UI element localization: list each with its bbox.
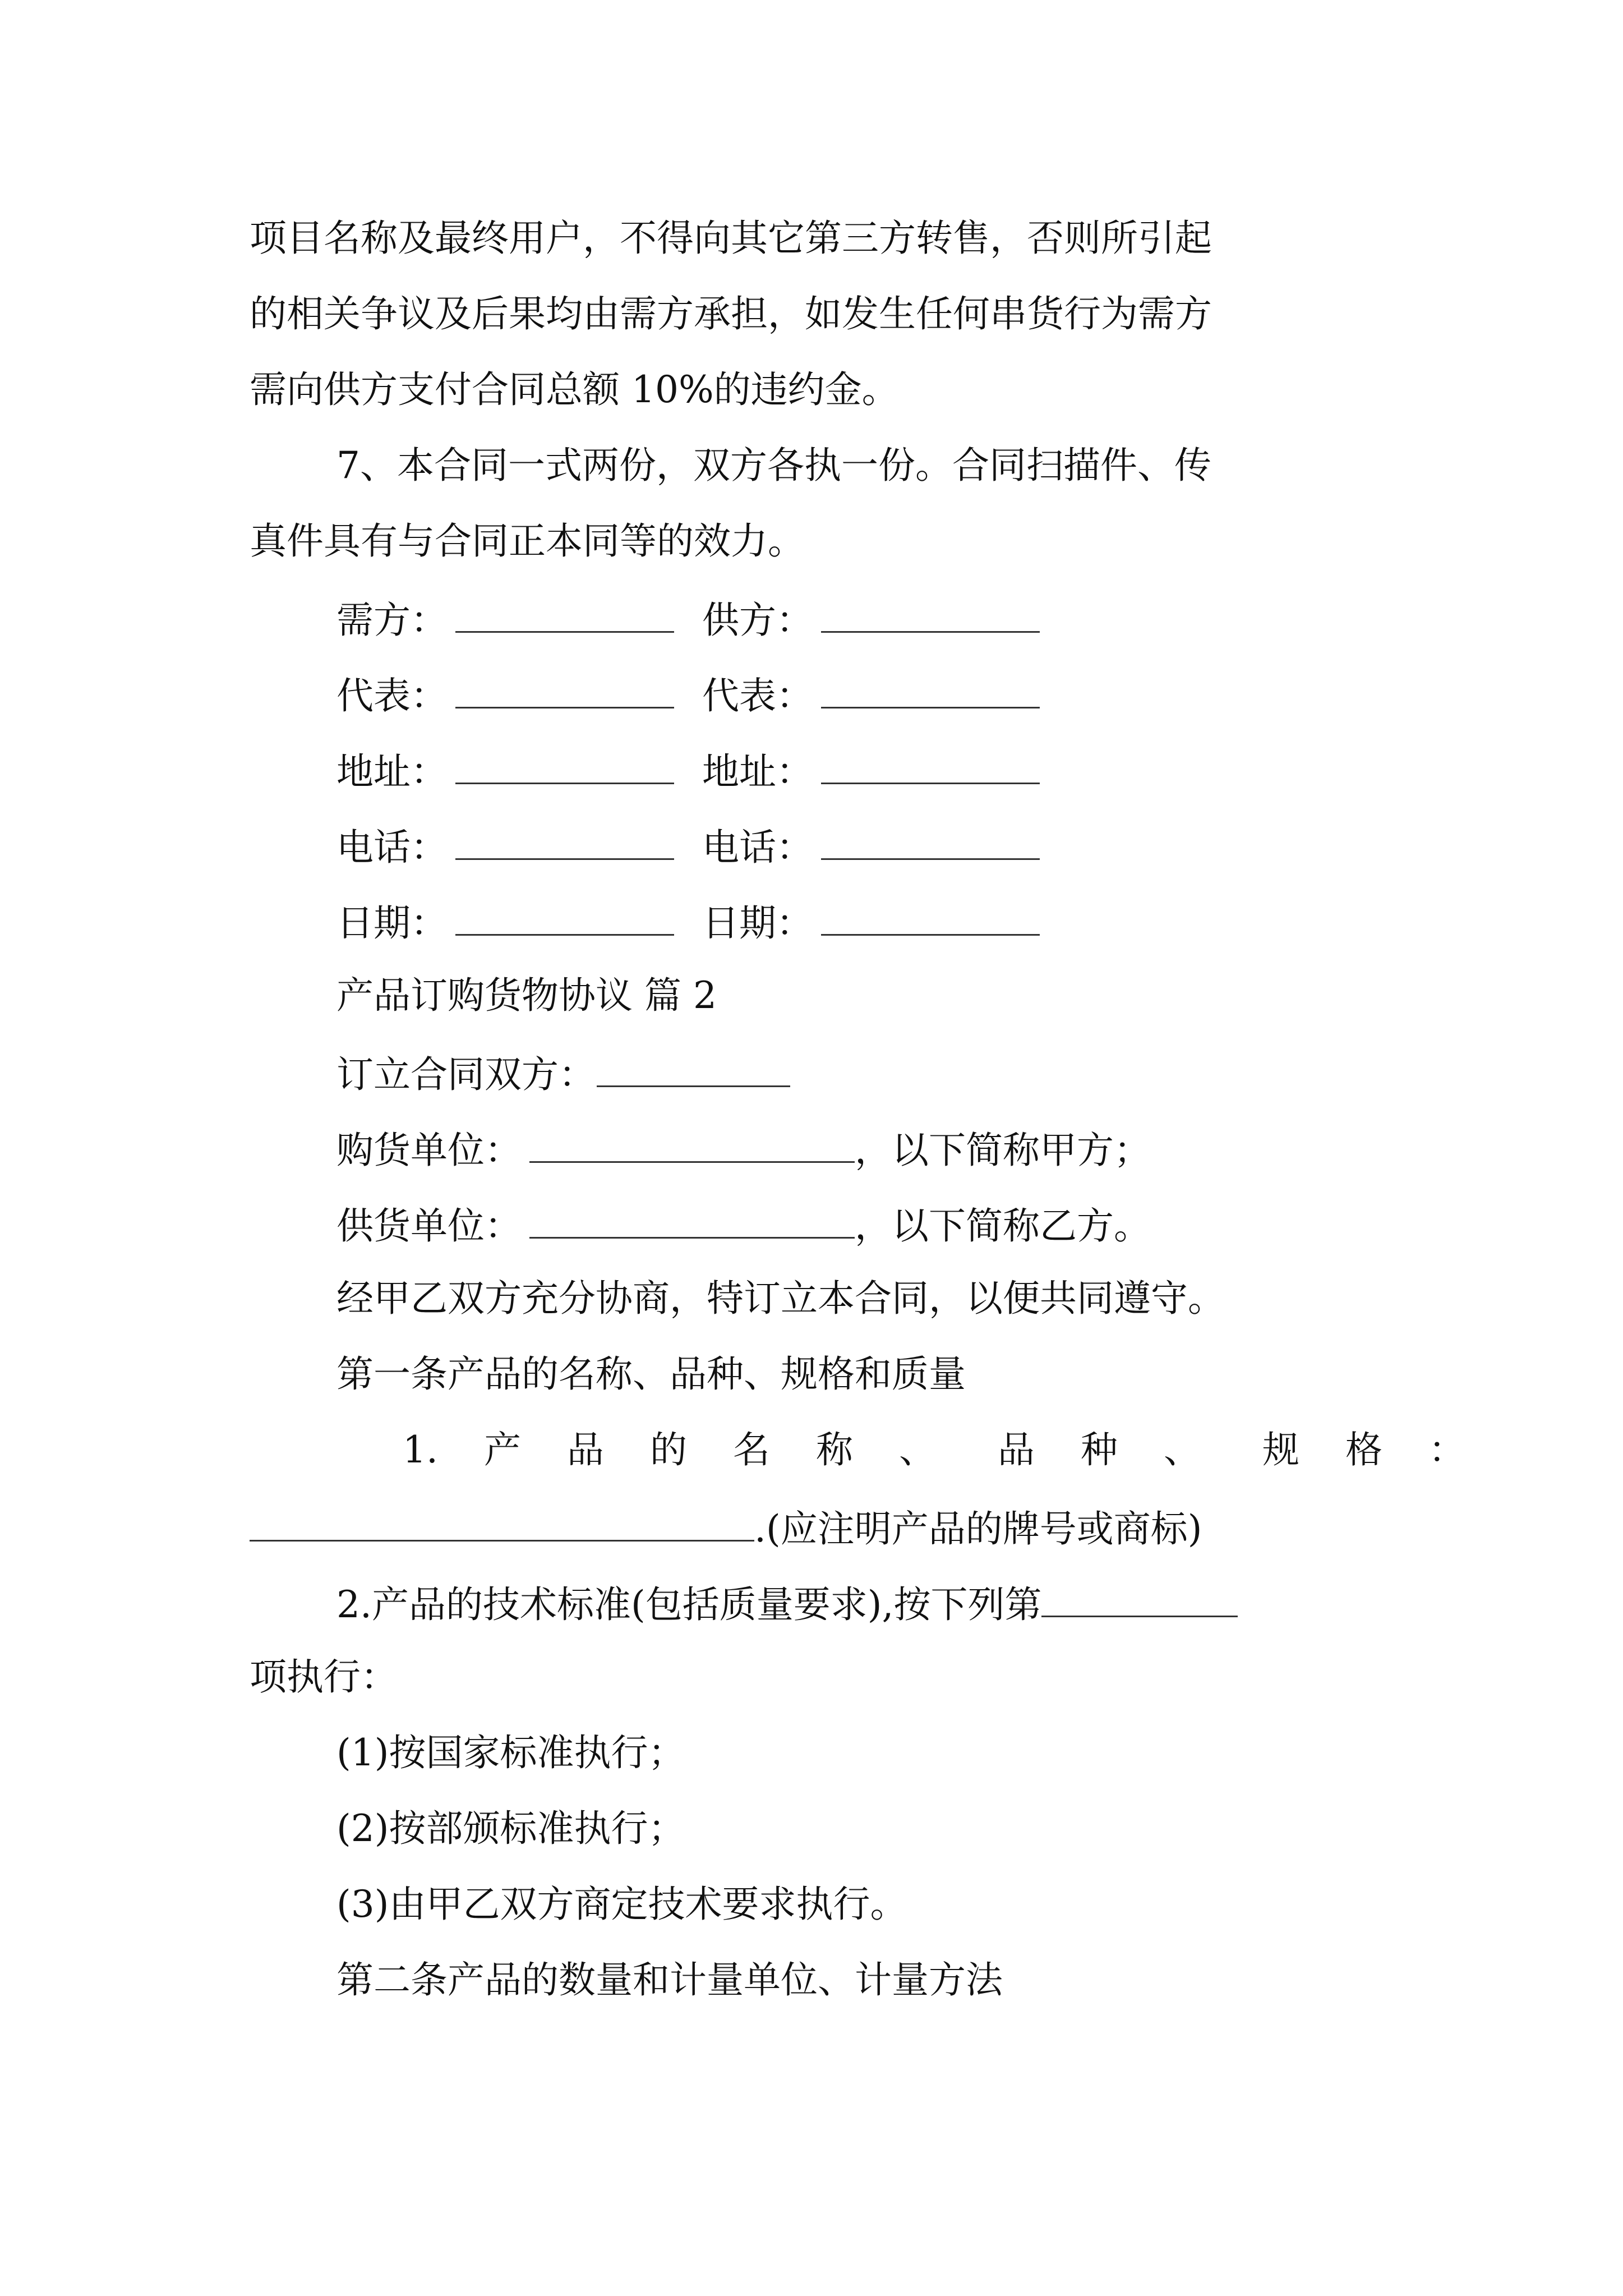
item-1-line-1	[403, 1428, 1465, 1471]
signature-label-right: 电话：	[702, 826, 813, 869]
signature-blank-right[interactable]	[821, 826, 1040, 860]
item-1-line-2	[250, 1507, 1202, 1548]
product-name-blank[interactable]	[250, 1507, 754, 1542]
buyer-blank[interactable]	[529, 1129, 855, 1163]
item-1-suffix: .(应注明产品的牌号或商标)	[754, 1507, 1202, 1550]
signature-blank-left[interactable]	[455, 826, 674, 860]
continuation-line-2: 的相关争议及后果均由需方承担，如发生任何串货行为需方	[250, 292, 1212, 335]
continuation-line-1: 项目名称及最终用户，不得向其它第三方转售，否则所引起	[250, 217, 1212, 260]
item-1-char: 1.	[403, 1428, 438, 1471]
signature-blank-left[interactable]	[455, 901, 674, 936]
continuation-line-3: 需向供方支付合同总额 10%的违约金。	[250, 368, 899, 411]
section-2-title: 产品订购货物协议 篇 2	[336, 974, 717, 1017]
buyer-label: 购货单位：	[336, 1129, 522, 1172]
signature-label-right: 代表：	[702, 674, 813, 717]
article-2-title: 第二条产品的数量和计量单位、计量方法	[336, 1958, 1003, 2001]
signature-label-left: 需方：	[336, 599, 448, 642]
buyer-suffix: ，以下简称甲方；	[855, 1129, 1151, 1172]
item-1-char: 、	[1163, 1428, 1201, 1471]
clause-7-line-1: 7、本合同一式两份，双方各执一份。合同扫描件、传	[336, 444, 1211, 487]
signature-row-demander	[336, 599, 1040, 642]
signature-label-right: 地址：	[702, 750, 813, 793]
seller-suffix: ，以下简称乙方。	[855, 1204, 1151, 1248]
signature-label-left: 地址：	[336, 750, 448, 793]
signature-blank-left[interactable]	[455, 750, 674, 784]
signature-row-phone	[336, 826, 1040, 869]
signature-label-left: 电话：	[336, 826, 448, 869]
signature-label-right: 供方：	[702, 599, 813, 642]
seller-line	[336, 1204, 1151, 1248]
item-1-char: 、	[898, 1428, 936, 1471]
signature-blank-right[interactable]	[821, 901, 1040, 936]
signature-label-left: 代表：	[336, 674, 448, 717]
signature-row-date	[336, 901, 1040, 945]
signature-blank-right[interactable]	[821, 750, 1040, 784]
signature-blank-left[interactable]	[455, 599, 674, 633]
item-1-char: 称	[815, 1428, 853, 1471]
signature-blank-right[interactable]	[821, 674, 1040, 708]
signature-label-right: 日期：	[702, 901, 813, 945]
signature-label-left: 日期：	[336, 901, 448, 945]
contract-parties-line	[336, 1053, 790, 1096]
contract-parties-label: 订立合同双方：	[336, 1053, 596, 1096]
intro-paragraph: 经甲乙双方充分协商，特订立本合同，以便共同遵守。	[336, 1277, 1225, 1320]
standard-choice-blank[interactable]	[1041, 1583, 1238, 1617]
item-1-char: 产	[483, 1428, 521, 1471]
signature-blank-right[interactable]	[821, 599, 1040, 633]
option-ministry-standard: (2)按部颁标准执行；	[336, 1807, 685, 1850]
option-national-standard: (1)按国家标准执行；	[336, 1731, 685, 1774]
signature-row-representative	[336, 674, 1040, 715]
item-2-text: 2.产品的技术标准(包括质量要求),按下列第	[336, 1583, 1042, 1626]
item-1-char: 种	[1080, 1428, 1118, 1471]
item-1-char: 品	[997, 1428, 1035, 1471]
signature-blank-left[interactable]	[455, 674, 674, 708]
signature-row-address	[336, 750, 1040, 793]
item-1-char: 规	[1262, 1428, 1299, 1471]
seller-blank[interactable]	[529, 1204, 855, 1239]
contract-parties-blank[interactable]	[597, 1053, 790, 1087]
article-1-title: 第一条产品的名称、品种、规格和质量	[336, 1352, 966, 1396]
item-1-char: 品	[566, 1428, 604, 1471]
item-1-char: 的	[649, 1428, 687, 1471]
item-2-line-1	[336, 1583, 1238, 1626]
clause-7-line-2: 真件具有与合同正本同等的效力。	[250, 519, 805, 563]
item-1-char: ：	[1428, 1428, 1465, 1471]
item-2-line-2: 项执行：	[250, 1655, 398, 1699]
buyer-line	[336, 1129, 1151, 1172]
seller-label: 供货单位：	[336, 1204, 522, 1248]
option-negotiated-standard: (3)由甲乙双方商定技术要求执行。	[336, 1883, 907, 1926]
item-1-char: 格	[1345, 1428, 1382, 1471]
item-1-char: 名	[732, 1428, 770, 1471]
